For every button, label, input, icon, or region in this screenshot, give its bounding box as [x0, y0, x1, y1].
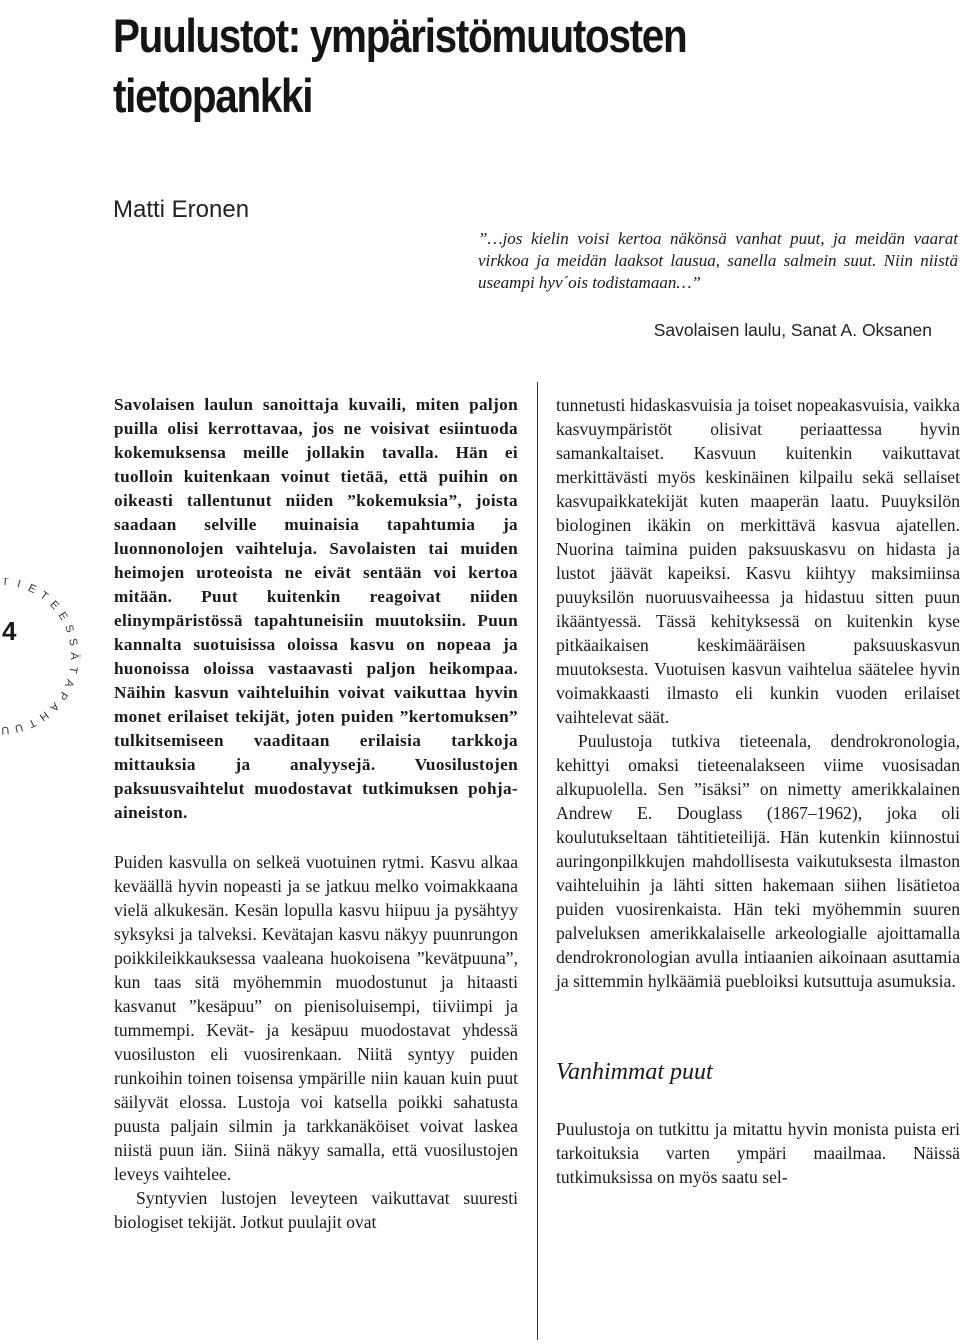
section-tag-letter: E — [47, 598, 62, 613]
author-name: Matti Eronen — [113, 196, 250, 223]
section-tag-letter: S — [66, 637, 80, 647]
section-number: 4 — [2, 616, 17, 646]
section-tag-letter: T — [1, 578, 9, 589]
body-paragraph: Puiden kasvulla on selkeä vuotuinen rytmi. Kasvu alkaa keväällä hyvin nopeasti ja se jatkuu melko voimakkaana vielä alkukesän. Kesän lopulla kasvu hiipuu ja pysähtyy syksyksi ja talveksi. Kevätajan kasvu näkyy puunrungon poikkileikkauksessa vaaleana huokoisena ”kevätpuuna”, kun taas sitä myöhemmin muodostunut ja hitaasti kasvanut ”kesäpuu” on pienisoluisempi, tiiviimpi ja tummempi. Kevät- ja kesäpuu muodostavat yhdessä vuosiluston eli vuosirenkaan. Niitä syntyy puiden runkoihin toinen toisensa ympärille niin kauan kuin puut säilyvät elossa. Lustoja voi katsella poikki sahatusta puusta paljain silmin ja tarkkanäköiset voivat laskea niistä puun iän. Siinä näkyy samalla, että vuosilustojen leveys vaihtelee. — [114, 852, 518, 1184]
epigraph-source: Savolaisen laulu, Sanat A. Oksanen — [653, 320, 932, 340]
section-tag-letter: U — [0, 723, 10, 737]
section-tag — [0, 578, 86, 738]
section-tag-letter: T — [66, 665, 80, 675]
body-paragraph: Puulustoja tutkiva tieteenala, dendrokronologia, kehittyi omaksi tieteenalakseen viime vuosisadan alkupuolella. Sen ”isäksi” on nimetty amerikkalainen Andrew E. Douglass (1867–1962), joka oli koulutukseltaan tähtitieteilijä. Hän kutenkin kiinnostui auringonpilkkujen mahdollisesta vaikutuksesta ilmaston vaihteluihin ja lähti sitten hakemaan siihen lisätietoa puiden vuosirenkaista. Hän teki myöhemmin suuren palveluksen amerikkalaiselle arkeologialle ajoittamalla dendrokronologian avulla intiaanien aikoinaan asuttamia ja sittemmin hylkäämiä puebloiksi kutsuttuja asumuksia. — [556, 731, 960, 991]
section-tag-letter: E — [26, 582, 38, 597]
section-tag-letter: I — [15, 578, 22, 591]
section-tag-letter: T — [37, 589, 51, 604]
body-paragraph: Syntyvien lustojen leveyteen vaikuttavat suuresti biologiset tekijät. Jotkut puulajit ovat — [114, 1188, 518, 1232]
lead-paragraph: Savolaisen laulun sanoittaja kuvaili, miten paljon puilla olisi kerrottavaa, jos ne voisivat esiintuoda kokemuksensa meille jollakin tavalla. Hän ei tuolloin kuitenkaan voinut tietää, että puihin on oikeasti tallentunut niiden ”kokemuksia”, joista saadaan selville muinaisia tapahtumia ja luonnonolojen vaihteluja. Savolaisten tai muiden heimojen uroteoista ne eivät sentään voi kertoa mitään. Puut kuitenkin reagoivat niiden elinympäristössä tapahtuneisiin muutoksiin. Puun kannalta suotuisissa oloissa kasvu on nopeaa ja huonoissa oloissa vastaavasti paljon heikompaa. Näihin kasvun vaihteluihin voivat vaikuttaa hyvin monet erilaiset tekijät, joten puiden ”kertomuksen” tulkitsemiseen vaaditaan erilaisia tarkkoja mittauksia ja analyysejä. Vuosilustojen paksuusvaihtelut muodostavat tutkimuksen pohja-aineiston. — [114, 395, 518, 822]
section-tag-letter: A — [47, 699, 62, 714]
body-paragraph: Puulustoja on tutkittu ja mitattu hyvin monista puista eri tarkoituksia varten ympäri maailmaa. Näissä tutkimuksissa on myös saatu sel- — [556, 1119, 960, 1187]
body-paragraph: tunnetusti hidaskasvuisia ja toiset nopeakasvuisia, vaikka kasvuympäristöt olisivat periaattessa hyvin samankaltaiset. Kasvuun kuitenkin vaikuttavat merkittävästi myös keskinäinen kilpailu sekä sellaiset kasvupaikkatekijät kuten maaperän laatu. Puuyksilön biologinen ikäkin on merkittävä kasvua ajatellen. Nuorina taimina puiden paksuuskasvu on hidasta ja lustot jäävät kapeiksi. Kasvu kiihtyy maksimiinsa puuyksilön nuoruusvaiheessa ja hidastuu sitten puun ikääntyessä. Tässä kehityksessä on kuitenkin kyse pitkäaikaisen keskimääräisen paksuuskasvun muutoksesta. Vuotuisen kasvun vaihtelua säätelee hyvin voimakkaasti ilmasto eli kunkin vuoden erilaiset vaihtelevat säät. — [556, 395, 960, 727]
section-tag-letter: E — [55, 610, 70, 623]
section-tag-letter: P — [55, 689, 70, 702]
epigraph: ”…jos kielin voisi kertoa näkönsä vanhat puut, ja meidän vaarat virkkoa ja meidän laaksot lausua, sanella salmein suut. Niin niistä useampi hyv´ois todistamaan…” — [478, 229, 958, 292]
section-tag-arc — [0, 578, 86, 738]
section-tag-letter: U — [13, 720, 25, 735]
section-tag-letter: H — [37, 708, 51, 723]
article-title: Puulustot: ympäristömuutosten tietopankki — [113, 9, 687, 122]
right-column — [556, 393, 960, 1189]
section-tag-letter: T — [26, 716, 38, 730]
section-subheading: Vanhimmat puut — [556, 1059, 713, 1085]
section-tag-letter: A — [62, 677, 76, 689]
section-tag-letter: Ä — [68, 652, 81, 660]
column-divider — [537, 382, 538, 1340]
left-column — [114, 393, 518, 1234]
section-tag-letter: S — [62, 623, 76, 635]
